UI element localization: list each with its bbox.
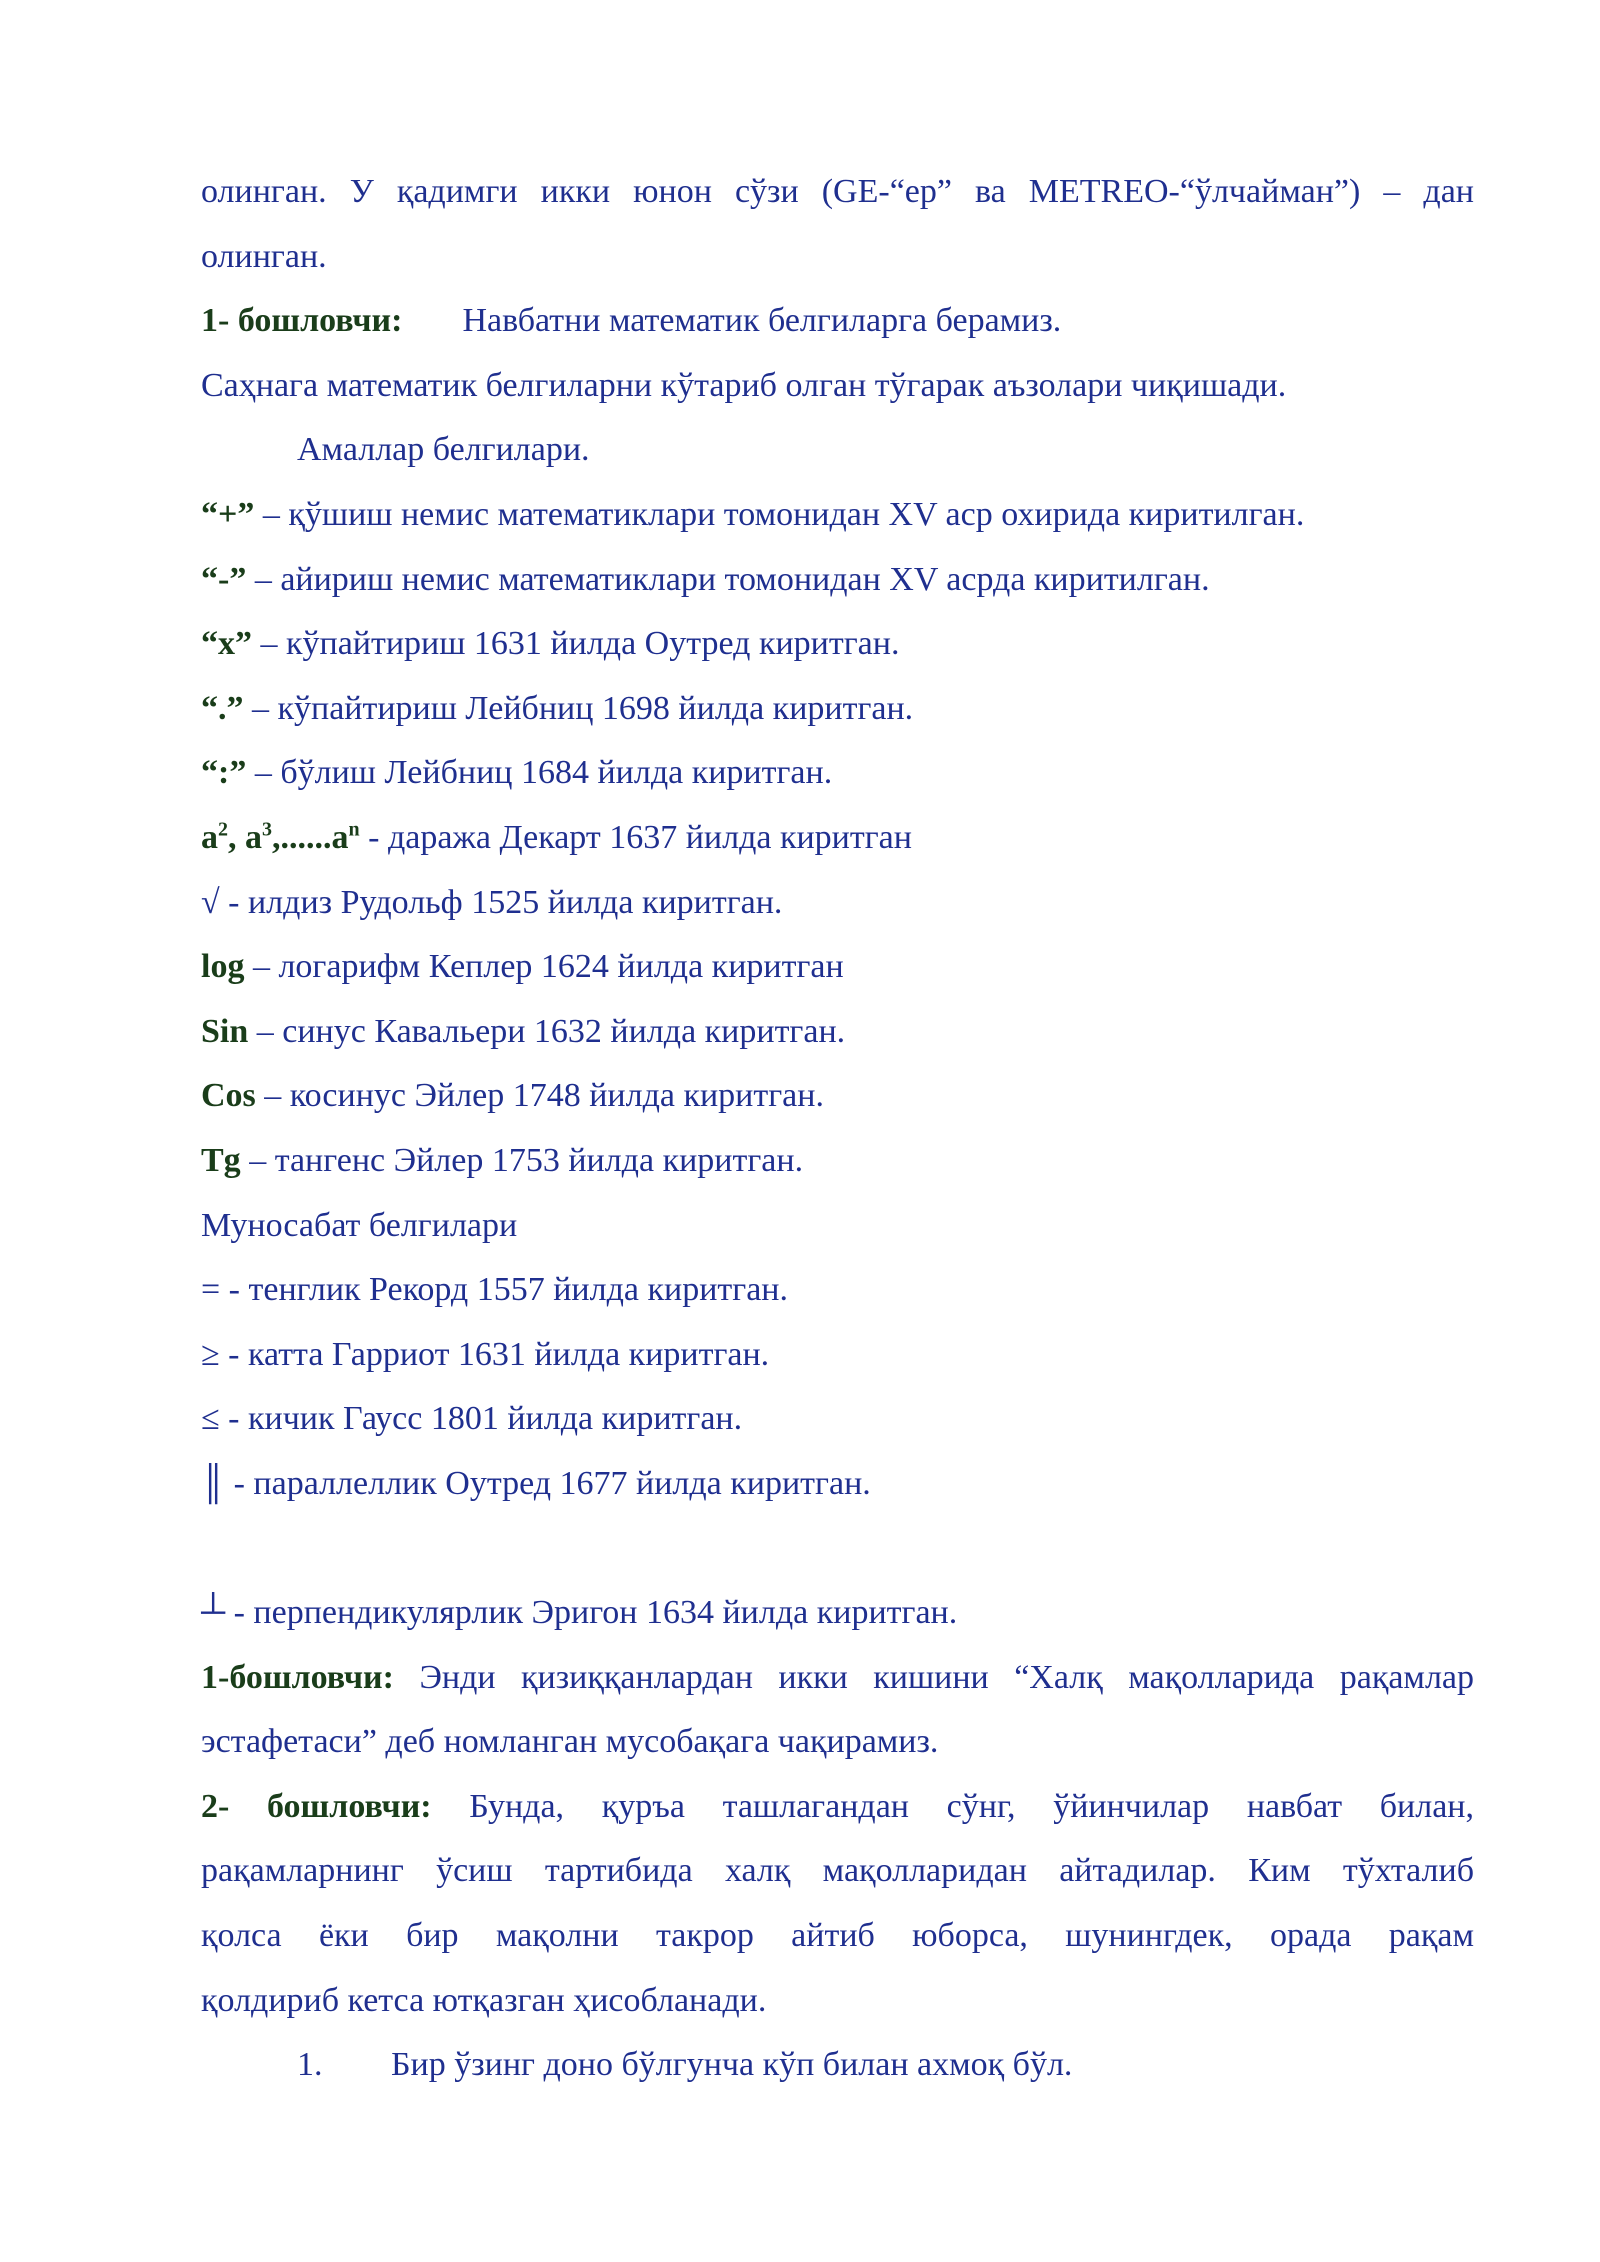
- relations-heading: Муносабат белгилари: [201, 1206, 518, 1244]
- function-text: – логарифм Кеплер 1624 йилда киритган: [244, 948, 844, 986]
- relation-greater: ≥ - катта Гарриот 1631 йилда киритган.: [201, 1335, 770, 1373]
- host1-second-line1: [201, 1646, 1474, 1711]
- power-base-a: a: [201, 818, 218, 856]
- root-line: √ - илдиз Рудольф 1525 йилда киритган.: [201, 883, 783, 921]
- operation-text: – қўшиш немис математиклари томонидан XV аср охирида киритилган.: [254, 495, 1305, 533]
- operation-text: – айириш немис математиклари томонидан XV асрда киритилган.: [246, 560, 1210, 598]
- host1-second-text: Энди қизиққанлардан икки кишини “Халқ мақолларида рақамлар: [393, 1658, 1474, 1696]
- host2-line4: қолдириб кетса ютқазган ҳисобланади.: [201, 1981, 767, 2019]
- relation-equal: = - тенглик Рекорд 1557 йилда киритган.: [201, 1271, 788, 1309]
- operation-divide: [201, 741, 1474, 806]
- host1-text: Навбатни математик белгиларга берамиз.: [462, 302, 1062, 340]
- function-symbol: Tg: [201, 1141, 241, 1179]
- proverb-text: Бир ўзинг доно бўлгунча кўп билан ахмоқ бўл.: [391, 2046, 1073, 2084]
- operation-text: – кўпайтириш Лейбниц 1698 йилда киритган.: [243, 689, 914, 727]
- function-sin: [201, 1000, 1474, 1065]
- relation-less: ≤ - кичик Гаусс 1801 йилда киритган.: [201, 1400, 743, 1438]
- function-log: [201, 935, 1474, 1000]
- power-exp-2: 2: [218, 818, 228, 841]
- power-base-an: ,......a: [272, 818, 349, 856]
- proverb-item: [201, 2033, 1474, 2098]
- host1-second-label: 1-бошловчи:: [201, 1658, 394, 1696]
- function-tg: [201, 1129, 1474, 1194]
- blank-line: [201, 1516, 1474, 1581]
- operation-symbol: “.”: [201, 689, 244, 727]
- operation-plus: [201, 483, 1474, 548]
- power-exp-3: 3: [262, 818, 272, 841]
- operation-minus: [201, 548, 1474, 613]
- function-text: – тангенс Эйлер 1753 йилда киритган.: [240, 1141, 804, 1179]
- function-symbol: Cos: [201, 1077, 256, 1115]
- perpendicular-line: ┴ - перпендикулярлик Эригон 1634 йилда киритган.: [201, 1594, 958, 1632]
- power-text: - даража Декарт 1637 йилда киритган: [359, 818, 912, 856]
- paragraph1-line2: олинган.: [201, 237, 327, 275]
- power-symbol: [201, 819, 360, 856]
- host2-line1: [201, 1775, 1474, 1840]
- relation-parallel: ║ - параллеллик Оутред 1677 йилда киритган.: [201, 1464, 871, 1502]
- paragraph1-line1: олинган. У қадимги икки юнон сўзи (GE-“ер” ва METREO-“ўлчайман”) – дан: [201, 173, 1474, 210]
- function-text: – синус Кавальери 1632 йилда киритган.: [248, 1012, 846, 1050]
- operation-text: – кўпайтириш 1631 йилда Оутред киритган.: [252, 625, 900, 663]
- host1-second-line2: эстафетаси” деб номланган мусобақага чақирамиз.: [201, 1723, 939, 1761]
- function-cos: [201, 1064, 1474, 1129]
- power-exp-n: n: [348, 818, 360, 841]
- operation-text: – бўлиш Лейбниц 1684 йилда киритган.: [246, 754, 833, 792]
- operation-times: [201, 612, 1474, 677]
- power-line: [201, 806, 1474, 871]
- proverb-number: 1.: [297, 2046, 323, 2084]
- operation-symbol: “:”: [201, 754, 247, 792]
- operation-symbol: “+”: [201, 495, 255, 533]
- host1-intro: [201, 289, 1474, 354]
- host2-text: Бунда, қуръа ташлагандан сўнг, ўйинчилар навбат билан,: [431, 1787, 1474, 1825]
- operations-heading: Амаллар белгилари.: [297, 431, 590, 469]
- operation-symbol: “-”: [201, 560, 247, 598]
- host2-line2: рақамларнинг ўсиш тартибида халқ мақолларидан айтадилар. Ким тўхталиб: [201, 1852, 1474, 1890]
- operation-dot: [201, 677, 1474, 742]
- function-symbol: Sin: [201, 1012, 249, 1050]
- document-page: [201, 160, 1474, 2098]
- function-text: – косинус Эйлер 1748 йилда киритган.: [255, 1077, 824, 1115]
- host2-label: 2- бошловчи:: [201, 1787, 432, 1825]
- host1-label: 1- бошловчи:: [201, 302, 403, 340]
- function-symbol: log: [201, 948, 245, 986]
- host2-line3: қолса ёки бир мақолни такрор айтиб юборса, шунингдек, орада рақам: [201, 1917, 1474, 1955]
- power-base-a2: , a: [228, 818, 262, 856]
- operation-symbol: “x”: [201, 625, 252, 663]
- stage-line: Саҳнага математик белгиларни кўтариб олган тўгарак аъзолари чиқишади.: [201, 366, 1287, 404]
